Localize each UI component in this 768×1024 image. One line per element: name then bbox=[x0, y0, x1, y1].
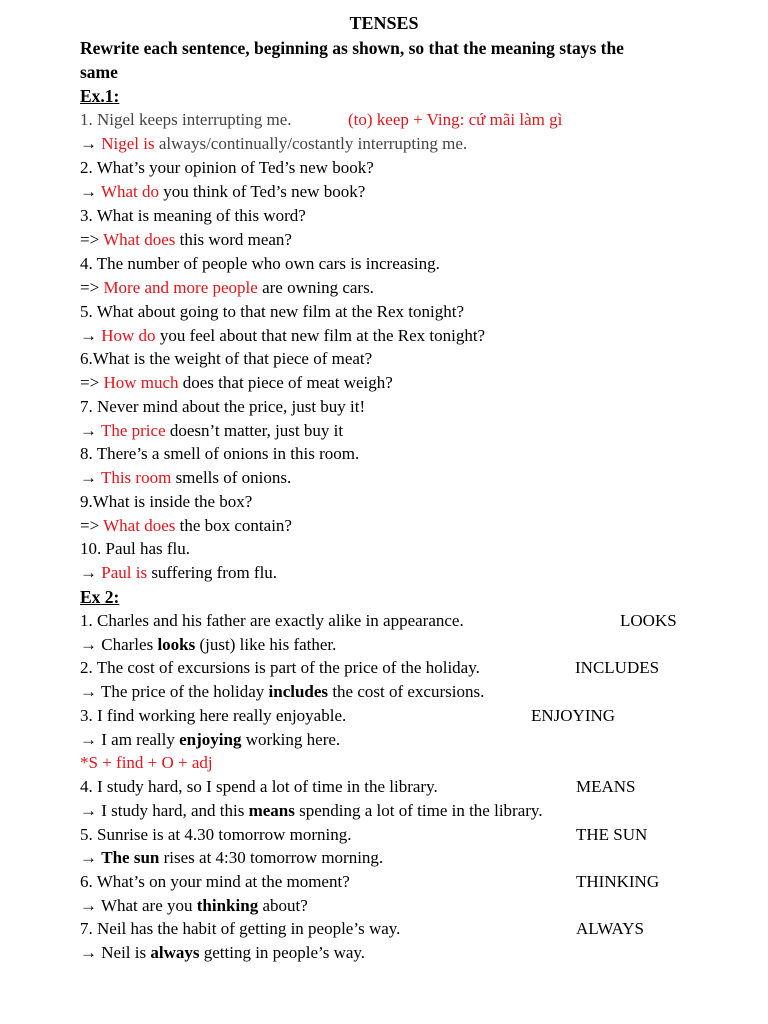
answer-pre: → bbox=[80, 848, 102, 867]
ex1-a3 bbox=[80, 229, 292, 251]
arrow: → bbox=[80, 326, 102, 345]
ex1-a7 bbox=[80, 420, 343, 442]
ex1-q5: 5. What about going to that new film at the Rex tonight? bbox=[80, 302, 465, 321]
answer-rest: does that piece of meat weigh? bbox=[178, 373, 393, 392]
answer-post: getting in people’s way. bbox=[199, 943, 366, 962]
answer-keyword: thinking bbox=[196, 896, 259, 915]
answer-rest: doesn’t matter, just buy it bbox=[165, 421, 344, 440]
answer-post: working here. bbox=[241, 730, 341, 749]
ex2-keyword-7: ALWAYS bbox=[576, 919, 645, 938]
ex1-a5 bbox=[80, 325, 485, 347]
answer-post: about? bbox=[258, 896, 308, 915]
ex2-a3 bbox=[80, 729, 340, 751]
arrow: → bbox=[80, 468, 101, 487]
ex2-q6: 6. What’s on your mind at the moment? bbox=[80, 872, 350, 891]
answer-pre: → Charles bbox=[80, 635, 158, 654]
answer-keyword: enjoying bbox=[179, 730, 242, 749]
ex2-a4 bbox=[80, 800, 543, 822]
ex2-keyword-4: MEANS bbox=[576, 777, 636, 796]
ex2-a1 bbox=[80, 634, 336, 656]
arrow: => bbox=[80, 373, 104, 392]
answer-post: the cost of excursions. bbox=[328, 682, 485, 701]
grammar-note-find: *S + find + O + adj bbox=[80, 753, 213, 772]
ex2-a2 bbox=[80, 681, 484, 703]
grammar-note: (to) keep + Ving: cứ mãi làm gì bbox=[348, 110, 563, 129]
ex1-a1 bbox=[80, 133, 467, 155]
answer-rest: smells of onions. bbox=[171, 468, 292, 487]
ex2-keyword-1: LOOKS bbox=[620, 611, 677, 630]
answer-keyword: The sun bbox=[101, 848, 160, 867]
answer-pre: → I am really bbox=[80, 730, 180, 749]
answer-pre: → What are you bbox=[80, 896, 197, 915]
arrow: → bbox=[80, 563, 102, 582]
question-text: 1. Nigel keeps interrupting me. bbox=[80, 110, 292, 129]
page-title: TENSES bbox=[349, 13, 419, 33]
arrow: => bbox=[80, 278, 104, 297]
ex2-q4: 4. I study hard, so I spend a lot of time in the library. bbox=[80, 777, 438, 796]
answer-rest: you think of Ted’s new book? bbox=[159, 182, 366, 201]
ex1-a2 bbox=[80, 181, 365, 203]
ex1-heading: Ex.1: bbox=[80, 86, 120, 106]
answer-post: rises at 4:30 tomorrow morning. bbox=[159, 848, 384, 867]
ex1-q6: 6.What is the weight of that piece of meat? bbox=[80, 349, 373, 368]
answer-post: spending a lot of time in the library. bbox=[294, 801, 543, 820]
ex1-q2: 2. What’s your opinion of Ted’s new book? bbox=[80, 158, 374, 177]
ex1-q1 bbox=[80, 109, 563, 131]
ex2-a5 bbox=[80, 847, 383, 869]
answer-start: This room bbox=[100, 468, 172, 487]
answer-start: What do bbox=[100, 182, 160, 201]
answer-keyword: means bbox=[248, 801, 295, 820]
arrow: => bbox=[80, 230, 104, 249]
answer-keyword: looks bbox=[157, 635, 196, 654]
answer-rest: this word mean? bbox=[175, 230, 292, 249]
ex2-keyword-5: THE SUN bbox=[576, 825, 648, 844]
ex1-a10 bbox=[80, 562, 277, 584]
answer-pre: → Neil is bbox=[80, 943, 151, 962]
answer-start: Nigel is bbox=[101, 134, 155, 153]
answer-start: More and more people bbox=[103, 278, 258, 297]
instruction-line-2: same bbox=[80, 62, 118, 82]
answer-start: Paul is bbox=[101, 563, 148, 582]
ex1-q4: 4. The number of people who own cars is increasing. bbox=[80, 254, 440, 273]
ex2-keyword-3: ENJOYING bbox=[531, 706, 616, 725]
ex1-q3: 3. What is meaning of this word? bbox=[80, 206, 306, 225]
ex2-keyword-6: THINKING bbox=[576, 872, 660, 891]
ex1-a6 bbox=[80, 372, 393, 394]
answer-post: (just) like his father. bbox=[195, 635, 337, 654]
answer-start: What does bbox=[103, 230, 176, 249]
ex2-a7 bbox=[80, 942, 365, 964]
ex2-heading: Ex 2: bbox=[80, 587, 120, 607]
answer-rest: suffering from flu. bbox=[147, 563, 278, 582]
answer-keyword: includes bbox=[268, 682, 329, 701]
ex2-q3: 3. I find working here really enjoyable. bbox=[80, 706, 347, 725]
answer-start: What does bbox=[103, 516, 176, 535]
answer-start: How much bbox=[103, 373, 179, 392]
answer-pre: → I study hard, and this bbox=[80, 801, 249, 820]
answer-rest: always/continually/costantly interrupting me. bbox=[154, 134, 468, 153]
arrow: => bbox=[80, 516, 104, 535]
ex2-keyword-2: INCLUDES bbox=[575, 658, 660, 677]
ex1-q9: 9.What is inside the box? bbox=[80, 492, 253, 511]
ex2-q2: 2. The cost of excursions is part of the price of the holiday. bbox=[80, 658, 480, 677]
answer-start: The price bbox=[100, 421, 166, 440]
ex2-q5: 5. Sunrise is at 4.30 tomorrow morning. bbox=[80, 825, 352, 844]
ex1-q10: 10. Paul has flu. bbox=[80, 539, 191, 558]
ex1-a8 bbox=[80, 467, 291, 489]
arrow: → bbox=[80, 182, 101, 201]
instruction-line-1: Rewrite each sentence, beginning as shown, so that the meaning stays the bbox=[80, 38, 624, 58]
arrow: → bbox=[80, 421, 101, 440]
ex1-a9 bbox=[80, 515, 292, 537]
ex1-q7: 7. Never mind about the price, just buy it! bbox=[80, 397, 366, 416]
arrow: → bbox=[80, 134, 102, 153]
answer-rest: are owning cars. bbox=[257, 278, 374, 297]
answer-start: How do bbox=[101, 326, 156, 345]
ex2-q1: 1. Charles and his father are exactly alike in appearance. bbox=[80, 611, 464, 630]
answer-rest: you feel about that new film at the Rex tonight? bbox=[155, 326, 486, 345]
ex1-a4 bbox=[80, 277, 374, 299]
answer-keyword: always bbox=[150, 943, 200, 962]
answer-rest: the box contain? bbox=[175, 516, 292, 535]
ex2-a6 bbox=[80, 895, 308, 917]
answer-pre: → The price of the holiday bbox=[80, 682, 269, 701]
ex1-q8: 8. There’s a smell of onions in this room. bbox=[80, 444, 360, 463]
ex2-q7: 7. Neil has the habit of getting in people’s way. bbox=[80, 919, 401, 938]
